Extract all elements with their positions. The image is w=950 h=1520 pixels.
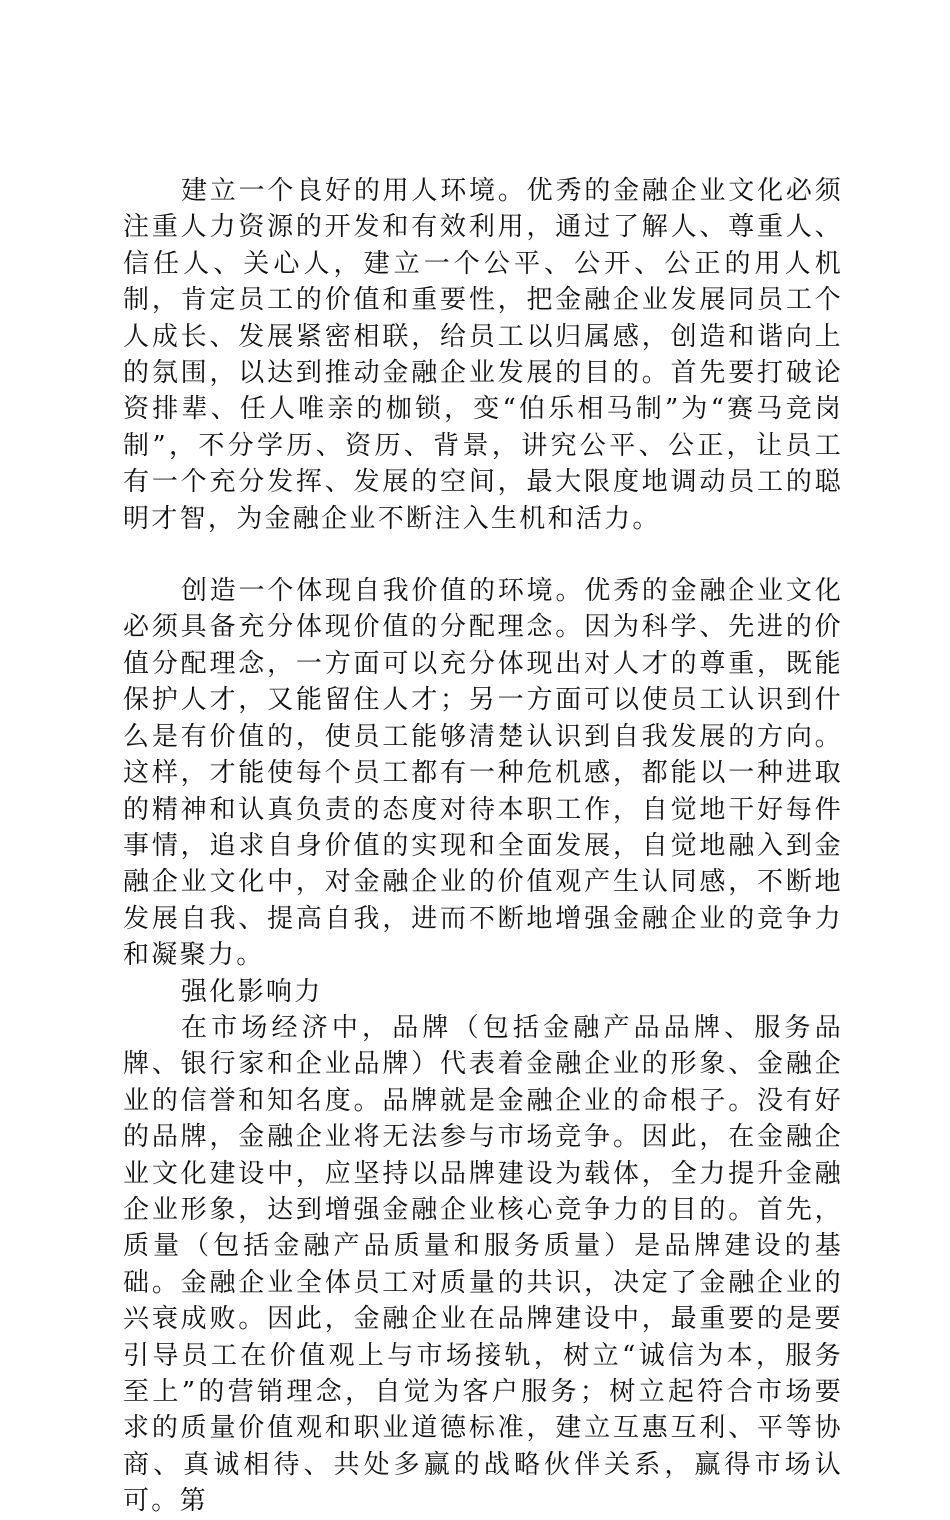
document-body <box>123 173 843 1520</box>
section-heading: 强化影响力 <box>181 976 323 1007</box>
paragraph-employment-environment: 建立一个良好的用人环境。优秀的金融企业文化必须注重人力资源的开发和有效利用，通过了解人、尊重人、信任人、关心人，建立一个公平、公开、公正的用人机制，肯定员工的价值和重要性，把金融企业发展同员工个人成长、发展紧密相联，给员工以归属感，创造和谐向上的氛围，以达到推动金融企业发展的目的。首先要打破论资排辈、任人唯亲的枷锁，变“伯乐相马制”为“赛马竞岗制”，不分学历、资历、背景，讲究公平、公正，让员工有一个充分发挥、发展的空间，最大限度地调动员工的聪明才智，为金融企业不断注入生机和活力。 <box>123 176 843 534</box>
paragraph-brand-influence: 在市场经济中，品牌（包括金融产品品牌、服务品牌、银行家和企业品牌）代表着金融企业的形象、金融企业的信誉和知名度。品牌就是金融企业的命根子。没有好的品牌，金融企业将无法参与市场竞争。因此，在金融企业文化建设中，应坚持以品牌建设为载体，全力提升金融企业形象，达到增强金融企业核心竞争力的目的。首先，质量（包括金融产品质量和服务质量）是品牌建设的基础。金融企业全体员工对质量的共识，决定了金融企业的兴衰成败。因此，金融企业在品牌建设中，最重要的是要引导员工在价值观上与市场接轨，树立“诚信为本，服务至上”的营销理念，自觉为客户服务；树立起符合市场要求的质量价值观和职业道德标准，建立互惠互利、平等协商、真诚相待、共处多赢的战略伙伴关系，赢得市场认可。第 <box>123 1012 843 1517</box>
paragraph-self-value-environment: 创造一个体现自我价值的环境。优秀的金融企业文化必须具备充分体现价值的分配理念。因为科学、先进的价值分配理念，一方面可以充分体现出对人才的尊重，既能保护人才，又能留住人才；另一方面可以使员工认识到什么是有价值的，使员工能够清楚认识到自我发展的方向。这样，才能使每个员工都有一种危机感，都能以一种进取的精神和认真负责的态度对待本职工作，自觉地干好每件事情，追求自身价值的实现和全面发展，自觉地融入到金融企业文化中，对金融企业的价值观产生认同感，不断地发展自我、提高自我，进而不断地增强金融企业的竞争力和凝聚力。 <box>123 576 843 971</box>
